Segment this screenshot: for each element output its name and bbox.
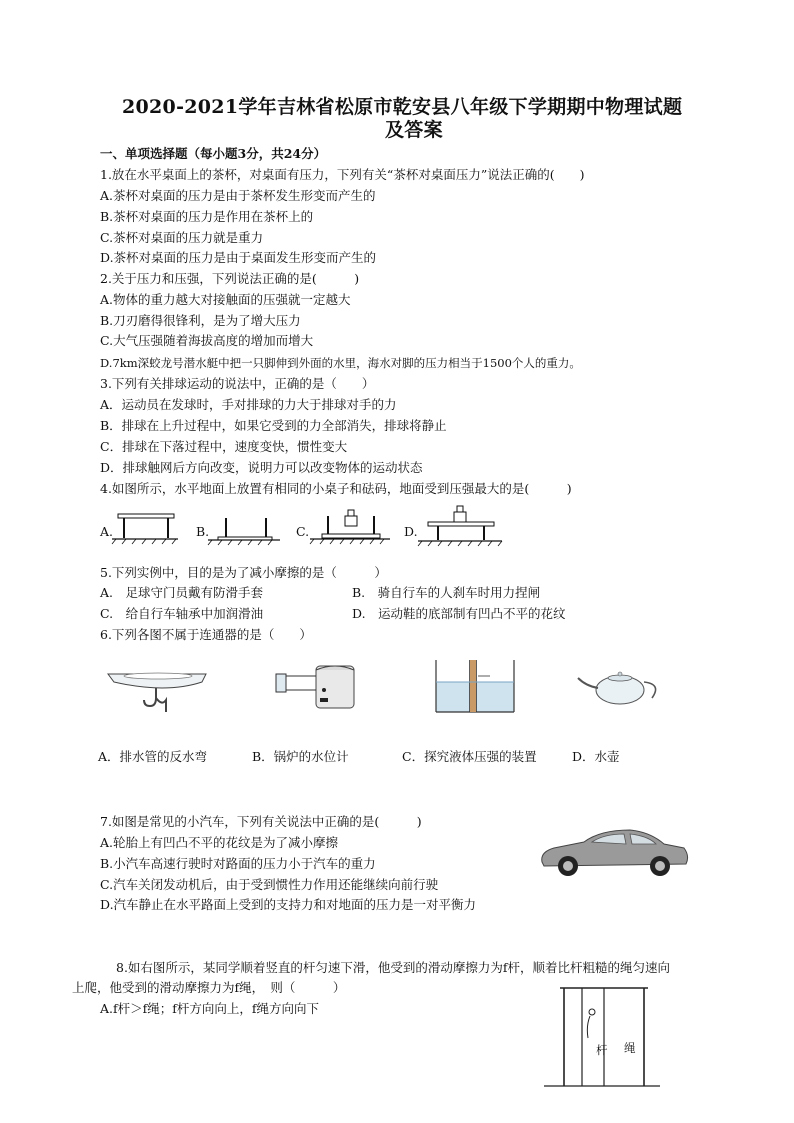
- q5-option-b: B. 骑自行车的人刹车时用力捏闸: [352, 585, 541, 600]
- question-8-stem-cont: 上爬，他受到的滑动摩擦力为f绳， 则（ ）: [72, 980, 346, 995]
- page-title-cont: 及答案: [385, 119, 443, 141]
- question-5-stem: 5.下列实例中，目的是为了减小摩擦的是（ ）: [100, 565, 387, 580]
- table-figure-d: [418, 504, 502, 548]
- q6-caption-a: A．排水管的反水弯: [98, 749, 208, 764]
- q1-option-b: B.茶杯对桌面的压力是作用在茶杯上的: [100, 209, 314, 224]
- q7-option-b: B.小汽车高速行驶时对路面的压力小于汽车的重力: [100, 856, 376, 871]
- q7-option-d: D.汽车静止在水平路面上受到的支持力和对地面的压力是一对平衡力: [100, 897, 477, 912]
- q4-label-c: C.: [296, 524, 310, 539]
- q1-option-a: A.茶杯对桌面的压力是由于茶杯发生形变而产生的: [100, 188, 376, 203]
- q3-option-c: C．排球在下落过程中，速度变快，惯性变大: [100, 439, 348, 454]
- question-3-stem: 3.下列有关排球运动的说法中，正确的是（ ）: [100, 376, 375, 391]
- question-7-stem: 7.如图是常见的小汽车，下列有关说法中正确的是( ): [100, 814, 422, 829]
- question-2-stem: 2.关于压力和压强，下列说法正确的是( ): [100, 271, 360, 286]
- q1-option-c: C.茶杯对桌面的压力就是重力: [100, 230, 264, 245]
- rope-label: 绳: [624, 1041, 636, 1055]
- table-figure-c: [310, 504, 390, 546]
- q2-option-b: B.刀刃磨得很锋利，是为了增大压力: [100, 313, 301, 328]
- q4-label-d: D.: [404, 524, 418, 539]
- question-1-stem: 1.放在水平桌面上的茶杯，对桌面有压力，下列有关“茶杯对桌面压力”说法正确的( ): [100, 167, 585, 182]
- q7-option-c: C.汽车关闭发动机后，由于受到惯性力作用还能继续向前行驶: [100, 877, 439, 892]
- q1-option-d: D.茶杯对桌面的压力是由于桌面发生形变而产生的: [100, 250, 377, 265]
- q5-option-d: D. 运动鞋的底部制有凹凸不平的花纹: [352, 606, 566, 621]
- q5-option-c: C. 给自行车轴承中加润滑油: [100, 606, 264, 621]
- q4-label-b: B.: [196, 524, 210, 539]
- pole-label: 杆: [596, 1043, 608, 1057]
- q6-caption-c: C．探究液体压强的装置: [402, 749, 537, 764]
- question-4-stem: 4.如图所示，水平地面上放置有相同的小桌子和砝码，地面受到压强最大的是( ): [100, 481, 572, 496]
- sink-drain-figure: [106, 660, 210, 716]
- section-heading: 一、单项选择题（每小题3分，共24分）: [100, 146, 327, 161]
- q6-caption-b: B．锅炉的水位计: [252, 749, 349, 764]
- liquid-pressure-apparatus-figure: [430, 656, 520, 714]
- table-figure-b: [208, 512, 280, 546]
- q4-label-a: A.: [100, 524, 114, 539]
- q8-option-a: A.f杆＞f绳；f杆方向向上，f绳方向向下: [100, 1001, 320, 1016]
- q3-option-b: B．排球在上升过程中，如果它受到的力全部消失，排球将静止: [100, 418, 447, 433]
- q2-option-d: D.7km深蛟龙号潜水艇中把一只脚伸到外面的水里，海水对脚的压力相当于1500个人的重力。: [100, 356, 581, 370]
- q3-option-a: A．运动员在发球时，手对排球的力大于排球对手的力: [100, 397, 397, 412]
- q6-caption-d: D．水壶: [572, 749, 620, 764]
- car-figure: [538, 826, 690, 878]
- table-figure-a: [112, 510, 178, 546]
- q3-option-d: D．排球触网后方向改变，说明力可以改变物体的运动状态: [100, 460, 423, 475]
- q7-option-a: A.轮胎上有凹凸不平的花纹是为了减小摩擦: [100, 835, 339, 850]
- question-6-stem: 6.下列各图不属于连通器的是（ ）: [100, 627, 312, 642]
- teapot-figure: [576, 668, 664, 708]
- q5-option-a: A. 足球守门员戴有防滑手套: [100, 585, 264, 600]
- boiler-gauge-figure: [268, 660, 362, 712]
- q2-option-c: C.大气压强随着海拔高度的增加而增大: [100, 333, 314, 348]
- pole-rope-figure: [544, 982, 660, 1092]
- page-title: 2020-2021学年吉林省松原市乾安县八年级下学期期中物理试题: [122, 96, 683, 118]
- q2-option-a: A.物体的重力越大对接触面的压强就一定越大: [100, 292, 351, 307]
- question-8-stem: 8.如右图所示，某同学顺着竖直的杆匀速下滑，他受到的滑动摩擦力为f杆，顺着比杆粗糙的绳匀速向: [116, 960, 671, 975]
